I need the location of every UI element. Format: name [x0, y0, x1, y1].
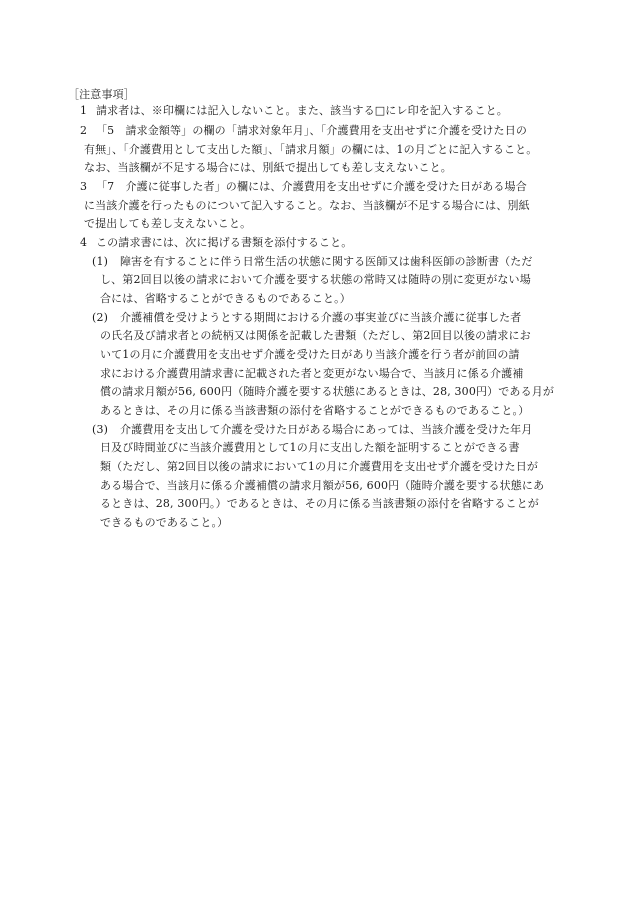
note-1-number: 1 — [80, 104, 88, 117]
subitem-3-number: (3) — [92, 423, 109, 436]
subitem-2-text-line: 償の請求月額が56, 600円（随時介護を要する状態にあるときは、28, 300円）である月が — [100, 385, 555, 398]
subitem-2-text-line: あるときは、その月に係る当該書類の添付を省略することができるものであること。） — [100, 404, 530, 417]
subitem-1-text-line: し、第2回目以後の請求において介護を要する状態の常時又は随時の別に変更がない場 — [100, 273, 531, 286]
notes-heading: ［注意事項］ — [68, 88, 135, 101]
note-4-text: この請求書には、次に掲げる書類を添付すること。 — [96, 236, 353, 249]
note-2-text-line: 有無」、「介護費用として支出した額」、「請求月額」の欄には、1の月ごとに記入すること。 — [84, 143, 538, 156]
subitem-2-text-line: 介護補償を受けようとする期間における介護の事実並びに当該介護に従事した者 — [120, 311, 522, 324]
note-4-number: 4 — [80, 236, 88, 249]
note-3-text-line: 「7 介護に従事した者」の欄には、介護費用を支出せずに介護を受けた日がある場合 — [96, 180, 527, 193]
subitem-2-text-line: の氏名及び請求者との続柄又は関係を記載した書類（ただし、第2回目以後の請求にお — [100, 329, 531, 342]
note-2-text-line: 「5 請求金額等」の欄の「請求対象年月」、「介護費用を支出せずに介護を受けた日の — [96, 124, 527, 137]
subitem-2-number: (2) — [92, 311, 109, 324]
subitem-3-text-line: できるものであること。） — [100, 516, 229, 529]
note-2-number: 2 — [80, 124, 88, 137]
note-2-text-line: なお、当該欄が不足する場合には、別紙で提出しても差し支えないこと。 — [84, 161, 452, 174]
subitem-1-text-line: 障害を有することに伴う日常生活の状態に関する医師又は歯科医師の診断書（ただ — [120, 255, 533, 268]
subitem-2-text-line: 求における介護費用請求書に記載された者と変更がない場合で、当該月に係る介護補 — [100, 367, 524, 380]
note-3-number: 3 — [80, 180, 88, 193]
note-3-text-line: で提出しても差し支えないこと。 — [84, 217, 252, 230]
note-3-text-line: に当該介護を行ったものについて記入すること。なお、当該欄が不足する場合には、別紙 — [84, 199, 530, 212]
subitem-2-text-line: いて1の月に介護費用を支出せず介護を受けた日があり当該介護を行う者が前回の請 — [100, 348, 520, 361]
subitem-3-text-line: るときは、28, 300円。）であるときは、その月に係る当該書類の添付を省略することが — [100, 497, 539, 510]
note-1-text: 請求者は、※印欄には記入しないこと。また、該当する□にレ印を記入すること。 — [96, 104, 508, 117]
subitem-3-text-line: 類（ただし、第2回目以後の請求において1の月に介護費用を支出せず介護を受けた日が — [100, 460, 538, 473]
subitem-3-text-line: ある場合で、当該月に係る介護補償の請求月額が56, 600円（随時介護を要する状態にあ — [100, 479, 545, 492]
subitem-3-text-line: 介護費用を支出して介護を受けた日がある場合にあっては、当該介護を受けた年月 — [120, 423, 533, 436]
subitem-3-text-line: 日及び時間並びに当該介護費用として1の月に支出した額を証明することができる書 — [100, 441, 520, 454]
subitem-1-text-line: 合には、省略することができるものであること。） — [100, 292, 351, 305]
subitem-1-number: (1) — [92, 255, 109, 268]
